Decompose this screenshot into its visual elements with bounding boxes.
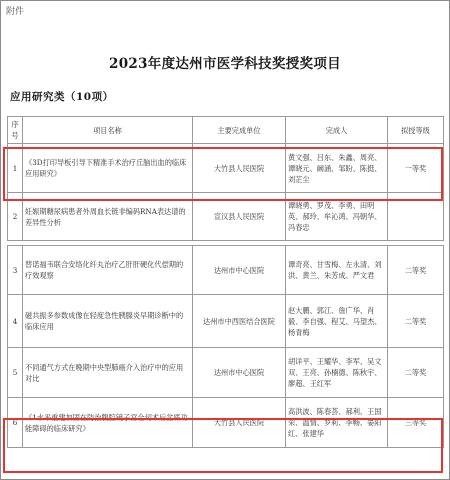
- header-no: 序号: [8, 117, 23, 144]
- row-grade: [388, 193, 444, 241]
- section-heading: 应用研究类（10项）: [10, 91, 114, 103]
- row-people: 谭晓勇、罗茂、李勇、田明英、郝玲、牟沁鸿、冯朝华、冯春忠: [286, 193, 388, 241]
- row-project-name: 不同通气方式在晚期中央型肺癌介入治疗中的应用对比: [23, 348, 193, 398]
- row-people: 赵大鹏、郭江、詹广华、肖毅、李自强、程艾、马望杰、杨青梅: [286, 295, 388, 348]
- row-grade: 一等奖: [388, 144, 444, 193]
- header-project-name: 项目名称: [23, 117, 193, 144]
- row-people: 胡详平、王耀华、李军、吴文双、王亮、孙楠德、陈秋宇、廖超、王红军: [286, 348, 388, 398]
- header-people: 完成人: [286, 117, 388, 144]
- header-grade: 拟授等级: [388, 117, 444, 144]
- table-row: [8, 295, 444, 348]
- row-no: 6: [8, 398, 23, 448]
- row-people: 高洪波、陈春荟、郝利、王国荣、温情、罗莉、李畅、晏阳红、张建华: [286, 398, 388, 448]
- row-no: 5: [8, 348, 23, 398]
- awards-table: [7, 116, 444, 448]
- row-unit: 大竹县人民医院: [193, 398, 286, 448]
- table-row: [8, 246, 444, 295]
- row-no: 2: [8, 193, 23, 241]
- row-project-name: 替诺福韦联合安络化纤丸治疗乙肝肝硬化代偿期的疗效观察: [23, 246, 193, 295]
- row-unit: 达州市中心医院: [193, 246, 286, 295]
- table-row: [8, 348, 444, 398]
- row-unit: 达州市中西医结合医院: [193, 295, 286, 348]
- row-people: 谭奇亮、甘雪梅、左永清、刘洪、黄兰、朱芳成、严文君: [286, 246, 388, 295]
- header-unit: 主要完成单位: [193, 117, 286, 144]
- row-unit: 大竹县人民医院: [193, 144, 286, 193]
- table-header-row: [8, 117, 444, 144]
- row-unit: 宣汉县人民医院: [193, 193, 286, 241]
- row-project-name: 《3D打印导板引导下精准手术治疗丘脑出血的临床应用研究》: [23, 144, 193, 193]
- row-grade: 二等奖: [388, 246, 444, 295]
- row-grade: 二等奖: [388, 295, 444, 348]
- row-no: 3: [8, 246, 23, 295]
- table-row: [8, 193, 444, 241]
- row-grade: 二等奖: [388, 348, 444, 398]
- row-no: 1: [8, 144, 23, 193]
- table-row: [8, 144, 444, 193]
- row-project-name: 《1水平重建加固在防治腹腔镜子宫全切术后盆底功能障碍的临床研究》: [23, 398, 193, 448]
- row-project-name: 磁共振多参数成像在轻度急性胰腺炎早期诊断中的临床应用: [23, 295, 193, 348]
- row-no: 4: [8, 295, 23, 348]
- row-people: 黄文强、吕东、朱鑫、周亮、谭晓元、阚涵、邹盼、陈挺、刘芷尘: [286, 144, 388, 193]
- document-title: 2023年度达州市医学科技奖授奖项目: [109, 56, 341, 72]
- attachment-label: 附件: [6, 7, 25, 17]
- table-row: [8, 398, 444, 448]
- row-unit: 达州市中心医院: [193, 348, 286, 398]
- row-project-name: 妊娠期糖尿病患者外周血长链非编码RNA表达谱的差异性分析: [23, 193, 193, 241]
- row-grade: 三等奖: [388, 398, 444, 448]
